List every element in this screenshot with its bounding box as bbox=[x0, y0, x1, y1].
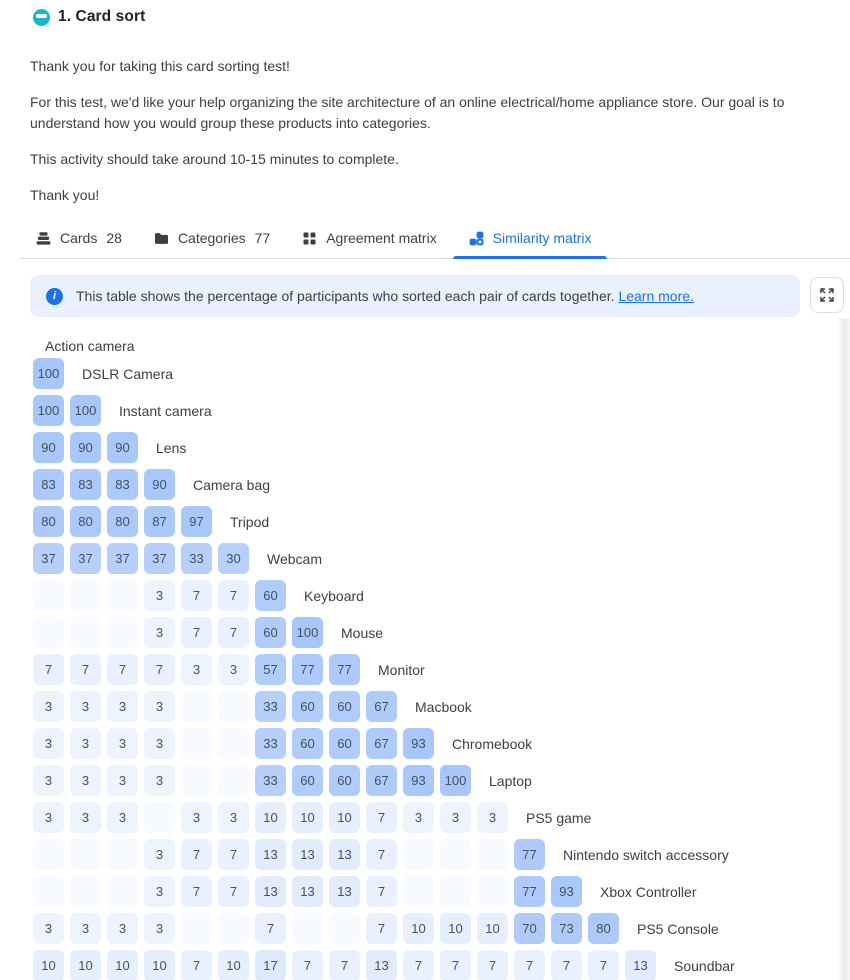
matrix-cell: 13 bbox=[292, 839, 323, 870]
matrix-row bbox=[33, 913, 850, 944]
folder-icon bbox=[154, 231, 169, 246]
matrix-cell: 33 bbox=[255, 728, 286, 759]
matrix-cell: 33 bbox=[255, 691, 286, 722]
matrix-row-label: Mouse bbox=[341, 624, 384, 641]
matrix-row-label: Nintendo switch accessory bbox=[563, 846, 729, 863]
matrix-row-label: PS5 Console bbox=[637, 920, 719, 937]
matrix-cell bbox=[107, 839, 138, 870]
matrix-cell: 7 bbox=[218, 839, 249, 870]
matrix-row bbox=[33, 506, 850, 537]
matrix-cell: 3 bbox=[181, 802, 212, 833]
matrix-cell: 7 bbox=[366, 839, 397, 870]
matrix-cell: 60 bbox=[255, 580, 286, 611]
matrix-cell: 7 bbox=[218, 617, 249, 648]
matrix-cell: 10 bbox=[255, 802, 286, 833]
similarity-matrix bbox=[33, 335, 850, 980]
matrix-row-label: DSLR Camera bbox=[82, 365, 174, 382]
matrix-row-label: Camera bag bbox=[193, 476, 271, 493]
intro-paragraph: Thank you for taking this card sorting test! bbox=[30, 58, 290, 74]
matrix-cell: 7 bbox=[181, 876, 212, 907]
card-sort-icon bbox=[33, 9, 50, 26]
matrix-cell: 3 bbox=[70, 728, 101, 759]
expand-icon bbox=[820, 288, 834, 302]
matrix-cell: 3 bbox=[70, 913, 101, 944]
matrix-cell bbox=[181, 728, 212, 759]
banner-row bbox=[30, 275, 844, 317]
matrix-cell: 37 bbox=[144, 543, 175, 574]
matrix-cell: 7 bbox=[144, 654, 175, 685]
matrix-cell: 13 bbox=[292, 876, 323, 907]
matrix-cell: 83 bbox=[107, 469, 138, 500]
matrix-cell: 10 bbox=[292, 802, 323, 833]
matrix-cell: 90 bbox=[107, 432, 138, 463]
matrix-row bbox=[33, 765, 850, 796]
matrix-cell: 7 bbox=[292, 950, 323, 980]
matrix-cell: 100 bbox=[70, 395, 101, 426]
matrix-cell: 100 bbox=[33, 358, 64, 389]
intro-paragraph: For this test, we'd like your help organizing the site architecture of an online electrical/home appliance store. Our goal is to understand how you would group these products into categories. bbox=[30, 94, 785, 131]
matrix-cell: 60 bbox=[255, 617, 286, 648]
matrix-cell: 7 bbox=[477, 950, 508, 980]
matrix-cell: 10 bbox=[477, 913, 508, 944]
tab-label: Cards bbox=[60, 230, 98, 246]
matrix-row-label: Keyboard bbox=[304, 587, 364, 604]
matrix-cell: 7 bbox=[181, 950, 212, 980]
matrix-cell: 17 bbox=[255, 950, 286, 980]
matrix-cell bbox=[218, 765, 249, 796]
matrix-cell: 33 bbox=[255, 765, 286, 796]
matrix-cell: 83 bbox=[33, 469, 64, 500]
matrix-cell: 7 bbox=[181, 580, 212, 611]
matrix-cell bbox=[33, 617, 64, 648]
matrix-row bbox=[33, 580, 850, 611]
matrix-cell bbox=[218, 913, 249, 944]
tab-categories[interactable] bbox=[138, 221, 286, 258]
matrix-cell: 60 bbox=[292, 765, 323, 796]
matrix-cell: 7 bbox=[366, 876, 397, 907]
matrix-row bbox=[33, 335, 850, 357]
info-icon: i bbox=[46, 288, 63, 305]
matrix-cell: 67 bbox=[366, 691, 397, 722]
matrix-cell: 37 bbox=[33, 543, 64, 574]
matrix-row bbox=[33, 617, 850, 648]
matrix-cell bbox=[403, 839, 434, 870]
matrix-row-label: Tripod bbox=[230, 513, 270, 530]
matrix-cell: 80 bbox=[107, 506, 138, 537]
matrix-cell: 73 bbox=[551, 913, 582, 944]
matrix-cell: 3 bbox=[181, 654, 212, 685]
matrix-cell bbox=[70, 839, 101, 870]
matrix-cell: 3 bbox=[144, 876, 175, 907]
matrix-row-label: PS5 game bbox=[526, 809, 592, 826]
matrix-row-label: Soundbar bbox=[674, 957, 735, 974]
matrix-cell bbox=[477, 839, 508, 870]
matrix-cell: 10 bbox=[440, 913, 471, 944]
matrix-cell: 7 bbox=[440, 950, 471, 980]
matrix-cell: 60 bbox=[329, 691, 360, 722]
matrix-cell: 3 bbox=[144, 580, 175, 611]
matrix-cell: 3 bbox=[33, 765, 64, 796]
matrix-row bbox=[33, 432, 850, 463]
matrix-cell: 70 bbox=[514, 913, 545, 944]
matrix-cell: 97 bbox=[181, 506, 212, 537]
matrix-cell: 77 bbox=[329, 654, 360, 685]
similarity-matrix-icon bbox=[469, 231, 484, 246]
matrix-cell bbox=[107, 580, 138, 611]
matrix-cell bbox=[33, 839, 64, 870]
matrix-cell bbox=[33, 876, 64, 907]
matrix-cell: 77 bbox=[292, 654, 323, 685]
matrix-cell: 100 bbox=[292, 617, 323, 648]
matrix-cell bbox=[403, 876, 434, 907]
matrix-cell: 3 bbox=[33, 728, 64, 759]
matrix-cell: 100 bbox=[33, 395, 64, 426]
matrix-row bbox=[33, 802, 850, 833]
matrix-row bbox=[33, 654, 850, 685]
tab-similarity-matrix[interactable] bbox=[453, 221, 608, 258]
matrix-cell: 7 bbox=[588, 950, 619, 980]
page-header bbox=[30, 8, 850, 26]
matrix-cell: 7 bbox=[329, 950, 360, 980]
matrix-row bbox=[33, 395, 850, 426]
matrix-cell: 3 bbox=[70, 691, 101, 722]
matrix-cell: 10 bbox=[33, 950, 64, 980]
matrix-row-label: Chromebook bbox=[452, 735, 533, 752]
tab-agreement-matrix[interactable] bbox=[286, 221, 452, 258]
tab-count: 28 bbox=[106, 230, 122, 246]
matrix-cell: 60 bbox=[292, 691, 323, 722]
matrix-cell: 87 bbox=[144, 506, 175, 537]
matrix-row bbox=[33, 876, 850, 907]
matrix-cell: 3 bbox=[218, 654, 249, 685]
page-title: 1. Card sort bbox=[58, 8, 146, 25]
matrix-cell bbox=[477, 876, 508, 907]
matrix-cell: 37 bbox=[70, 543, 101, 574]
matrix-cell bbox=[144, 802, 175, 833]
matrix-cell: 7 bbox=[366, 913, 397, 944]
matrix-cell: 57 bbox=[255, 654, 286, 685]
matrix-cell: 30 bbox=[218, 543, 249, 574]
matrix-cell: 10 bbox=[144, 950, 175, 980]
matrix-cell: 7 bbox=[70, 654, 101, 685]
grid-icon bbox=[302, 231, 317, 246]
matrix-row-label: Laptop bbox=[489, 772, 532, 789]
matrix-cell bbox=[70, 876, 101, 907]
matrix-cell: 33 bbox=[181, 543, 212, 574]
matrix-row-label: Macbook bbox=[415, 698, 472, 715]
matrix-cell: 3 bbox=[144, 765, 175, 796]
tab-count: 77 bbox=[254, 230, 271, 246]
matrix-cell: 13 bbox=[329, 876, 360, 907]
matrix-cell: 13 bbox=[255, 839, 286, 870]
matrix-row bbox=[33, 839, 850, 870]
matrix-cell: 80 bbox=[33, 506, 64, 537]
matrix-cell: 3 bbox=[144, 839, 175, 870]
learn-more-link[interactable]: Learn more. bbox=[618, 288, 694, 304]
matrix-row-label: Monitor bbox=[378, 661, 425, 678]
tab-label: Categories bbox=[177, 230, 246, 246]
matrix-cell: 13 bbox=[329, 839, 360, 870]
matrix-cell: 10 bbox=[107, 950, 138, 980]
matrix-cell: 3 bbox=[144, 691, 175, 722]
matrix-cell: 3 bbox=[403, 802, 434, 833]
matrix-cell: 13 bbox=[366, 950, 397, 980]
matrix-cell: 60 bbox=[329, 728, 360, 759]
matrix-cell: 7 bbox=[218, 876, 249, 907]
matrix-cell bbox=[181, 691, 212, 722]
matrix-cell: 3 bbox=[107, 802, 138, 833]
matrix-cell: 10 bbox=[218, 950, 249, 980]
matrix-cell: 77 bbox=[514, 839, 545, 870]
matrix-cell: 3 bbox=[218, 802, 249, 833]
matrix-cell bbox=[218, 728, 249, 759]
matrix-cell: 90 bbox=[144, 469, 175, 500]
matrix-cell: 3 bbox=[107, 728, 138, 759]
matrix-cell bbox=[329, 913, 360, 944]
matrix-cell: 7 bbox=[181, 617, 212, 648]
matrix-row bbox=[33, 358, 850, 389]
intro-paragraph: Thank you! bbox=[30, 187, 100, 203]
matrix-cell: 3 bbox=[440, 802, 471, 833]
matrix-row bbox=[33, 543, 850, 574]
matrix-cell: 93 bbox=[551, 876, 582, 907]
matrix-cell: 3 bbox=[477, 802, 508, 833]
matrix-cell bbox=[107, 876, 138, 907]
matrix-cell bbox=[107, 617, 138, 648]
matrix-row bbox=[33, 469, 850, 500]
matrix-cell: 3 bbox=[144, 728, 175, 759]
matrix-cell: 7 bbox=[218, 580, 249, 611]
matrix-cell: 7 bbox=[181, 839, 212, 870]
matrix-cell: 90 bbox=[33, 432, 64, 463]
matrix-cell bbox=[33, 580, 64, 611]
tab-label: Similarity matrix bbox=[492, 230, 592, 246]
matrix-cell: 3 bbox=[144, 617, 175, 648]
matrix-cell: 10 bbox=[70, 950, 101, 980]
matrix-cell bbox=[70, 580, 101, 611]
matrix-cell: 83 bbox=[70, 469, 101, 500]
matrix-cell: 7 bbox=[107, 654, 138, 685]
matrix-cell: 3 bbox=[70, 765, 101, 796]
matrix-cell: 3 bbox=[107, 913, 138, 944]
matrix-cell: 90 bbox=[70, 432, 101, 463]
results-tab-bar bbox=[20, 221, 850, 259]
banner-text: This table shows the percentage of participants who sorted each pair of cards together. Learn more. bbox=[76, 288, 694, 304]
matrix-cell: 93 bbox=[403, 765, 434, 796]
matrix-cell: 3 bbox=[33, 913, 64, 944]
matrix-cell: 100 bbox=[440, 765, 471, 796]
matrix-cell: 7 bbox=[255, 913, 286, 944]
matrix-cell: 13 bbox=[625, 950, 656, 980]
info-banner bbox=[30, 275, 800, 317]
matrix-cell: 60 bbox=[329, 765, 360, 796]
matrix-row-label: Instant camera bbox=[119, 402, 212, 419]
matrix-cell: 10 bbox=[329, 802, 360, 833]
matrix-cell: 7 bbox=[514, 950, 545, 980]
matrix-row bbox=[33, 728, 850, 759]
intro-text bbox=[30, 56, 842, 206]
expand-matrix-button[interactable] bbox=[810, 277, 844, 313]
cards-stack-icon bbox=[36, 231, 51, 246]
matrix-cell: 3 bbox=[70, 802, 101, 833]
matrix-cell: 3 bbox=[33, 691, 64, 722]
matrix-row-label: Webcam bbox=[267, 550, 322, 567]
matrix-row bbox=[33, 691, 850, 722]
matrix-cell bbox=[440, 876, 471, 907]
matrix-cell: 80 bbox=[70, 506, 101, 537]
matrix-cell: 7 bbox=[403, 950, 434, 980]
matrix-cell: 3 bbox=[107, 691, 138, 722]
matrix-cell: 93 bbox=[403, 728, 434, 759]
tab-cards[interactable] bbox=[20, 221, 138, 258]
matrix-cell: 67 bbox=[366, 765, 397, 796]
matrix-row bbox=[33, 950, 850, 980]
matrix-cell bbox=[218, 691, 249, 722]
matrix-cell: 37 bbox=[107, 543, 138, 574]
matrix-cell bbox=[70, 617, 101, 648]
matrix-cell: 60 bbox=[292, 728, 323, 759]
matrix-cell bbox=[440, 839, 471, 870]
matrix-cell: 77 bbox=[514, 876, 545, 907]
matrix-cell: 67 bbox=[366, 728, 397, 759]
matrix-row-label: Xbox Controller bbox=[600, 883, 697, 900]
matrix-row-label: Lens bbox=[156, 439, 187, 456]
matrix-cell: 7 bbox=[33, 654, 64, 685]
matrix-cell bbox=[292, 913, 323, 944]
matrix-cell bbox=[181, 765, 212, 796]
matrix-cell: 3 bbox=[107, 765, 138, 796]
matrix-cell: 7 bbox=[366, 802, 397, 833]
intro-paragraph: This activity should take around 10-15 minutes to complete. bbox=[30, 151, 399, 167]
tab-label: Agreement matrix bbox=[326, 230, 437, 246]
matrix-cell: 3 bbox=[144, 913, 175, 944]
matrix-cell: 7 bbox=[551, 950, 582, 980]
matrix-row-label: Action camera bbox=[45, 338, 135, 354]
matrix-cell: 13 bbox=[255, 876, 286, 907]
matrix-cell bbox=[181, 913, 212, 944]
matrix-cell: 3 bbox=[33, 802, 64, 833]
matrix-cell: 80 bbox=[588, 913, 619, 944]
matrix-cell: 10 bbox=[403, 913, 434, 944]
